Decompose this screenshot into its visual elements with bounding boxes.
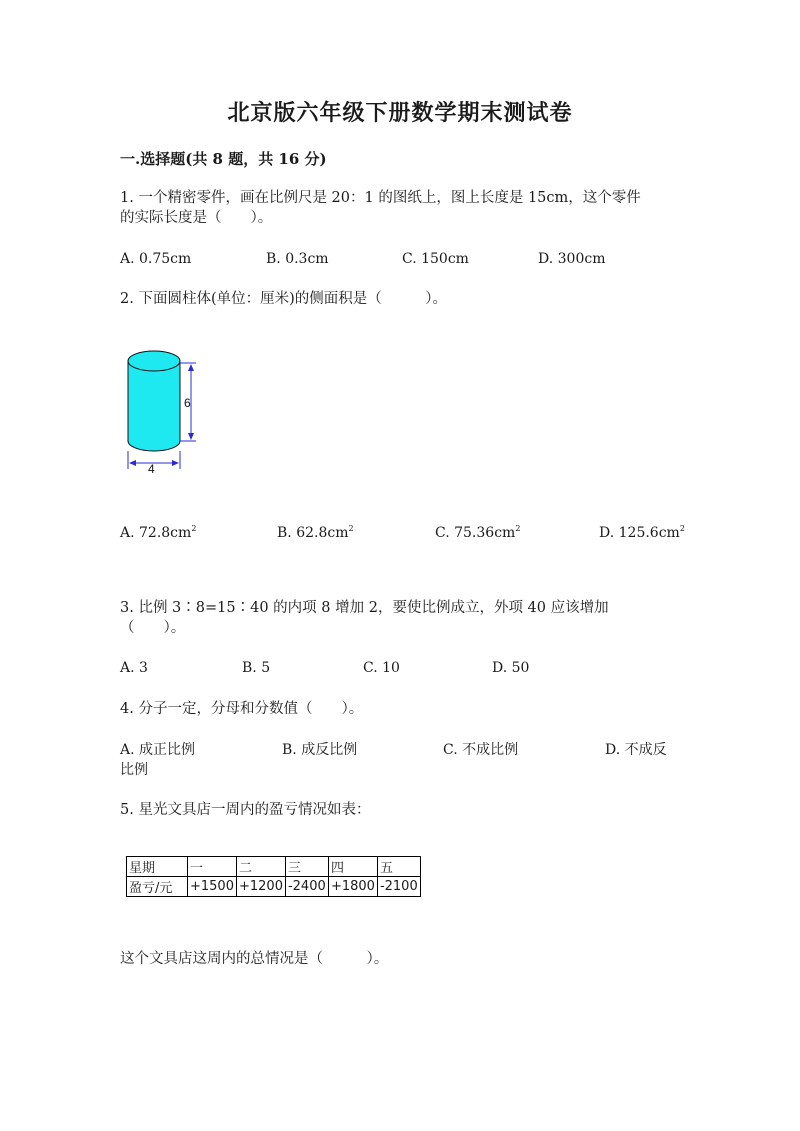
page-title: 北京版六年级下册数学期末测试卷 bbox=[227, 100, 573, 126]
question-1-line-1: 1. 一个精密零件，画在比例尺是 20：1 的图纸上，图上长度是 15cm，这个零件 bbox=[120, 190, 641, 206]
table-cell: -2100 bbox=[377, 877, 420, 897]
cylinder-body bbox=[128, 361, 180, 451]
q2-option-b: B. $62.8cm^2$ bbox=[277, 524, 354, 541]
profit-loss-table bbox=[126, 856, 421, 897]
table-row bbox=[127, 877, 421, 897]
q4-option-a: A. 成正比例 bbox=[120, 742, 196, 758]
q3-option-a: A. 3 bbox=[120, 660, 148, 676]
cylinder-figure bbox=[110, 335, 220, 480]
table-cell: 三 bbox=[285, 857, 328, 877]
table-cell: 二 bbox=[236, 857, 285, 877]
diameter-label: 4 bbox=[148, 462, 155, 476]
q4-option-c: C. 不成比例 bbox=[443, 742, 519, 758]
table-header-row bbox=[127, 857, 421, 877]
question-5-text: 5. 星光文具店一周内的盈亏情况如表： bbox=[120, 802, 371, 818]
table-cell: +1800 bbox=[328, 877, 377, 897]
question-4-text: 4. 分子一定，分母和分数值（ ）。 bbox=[120, 701, 364, 717]
q4-option-d: D. 不成反 bbox=[605, 742, 667, 758]
table-cell: 四 bbox=[328, 857, 377, 877]
height-label: 6 bbox=[184, 396, 191, 410]
question-3-line-1: 3. 比例 3∶8=15∶40 的内项 8 增加 2，要使比例成立，外项 40 应该增加 bbox=[120, 600, 609, 616]
q2-option-c: C. $75.36cm^2$ bbox=[435, 524, 521, 541]
question-5-followup: 这个文具店这周内的总情况是（ ）。 bbox=[120, 951, 389, 967]
q4-option-b: B. 成反比例 bbox=[282, 742, 358, 758]
q4-option-d-wrap: 比例 bbox=[120, 762, 148, 778]
table-cell: 星期 bbox=[127, 857, 188, 877]
table-cell: 五 bbox=[377, 857, 420, 877]
table-cell: 盈亏/元 bbox=[127, 877, 188, 897]
table-cell: 一 bbox=[188, 857, 237, 877]
question-3-line-2: （ ）。 bbox=[120, 620, 186, 636]
question-1-line-2: 的实际长度是（ ）。 bbox=[120, 210, 273, 226]
q1-option-c: C. 150cm bbox=[402, 251, 469, 267]
q3-option-d: D. 50 bbox=[492, 660, 530, 676]
q1-option-b: B. 0.3cm bbox=[266, 251, 329, 267]
section-heading: 一.选择题(共 8 题，共 16 分) bbox=[120, 150, 327, 168]
q2-option-d: D. $125.6cm^2$ bbox=[599, 524, 685, 541]
cylinder-top bbox=[128, 351, 180, 371]
question-2-text: 2. 下面圆柱体(单位：厘米)的侧面积是（ ）。 bbox=[120, 291, 448, 307]
q1-option-d: D. 300cm bbox=[538, 251, 606, 267]
table-cell: +1200 bbox=[236, 877, 285, 897]
table-cell: -2400 bbox=[285, 877, 328, 897]
q3-option-c: C. 10 bbox=[363, 660, 400, 676]
table-cell: +1500 bbox=[188, 877, 237, 897]
q1-option-a: A. 0.75cm bbox=[120, 251, 192, 267]
q2-option-a: A. $72.8cm^2$ bbox=[120, 524, 197, 541]
q3-option-b: B. 5 bbox=[242, 660, 271, 676]
